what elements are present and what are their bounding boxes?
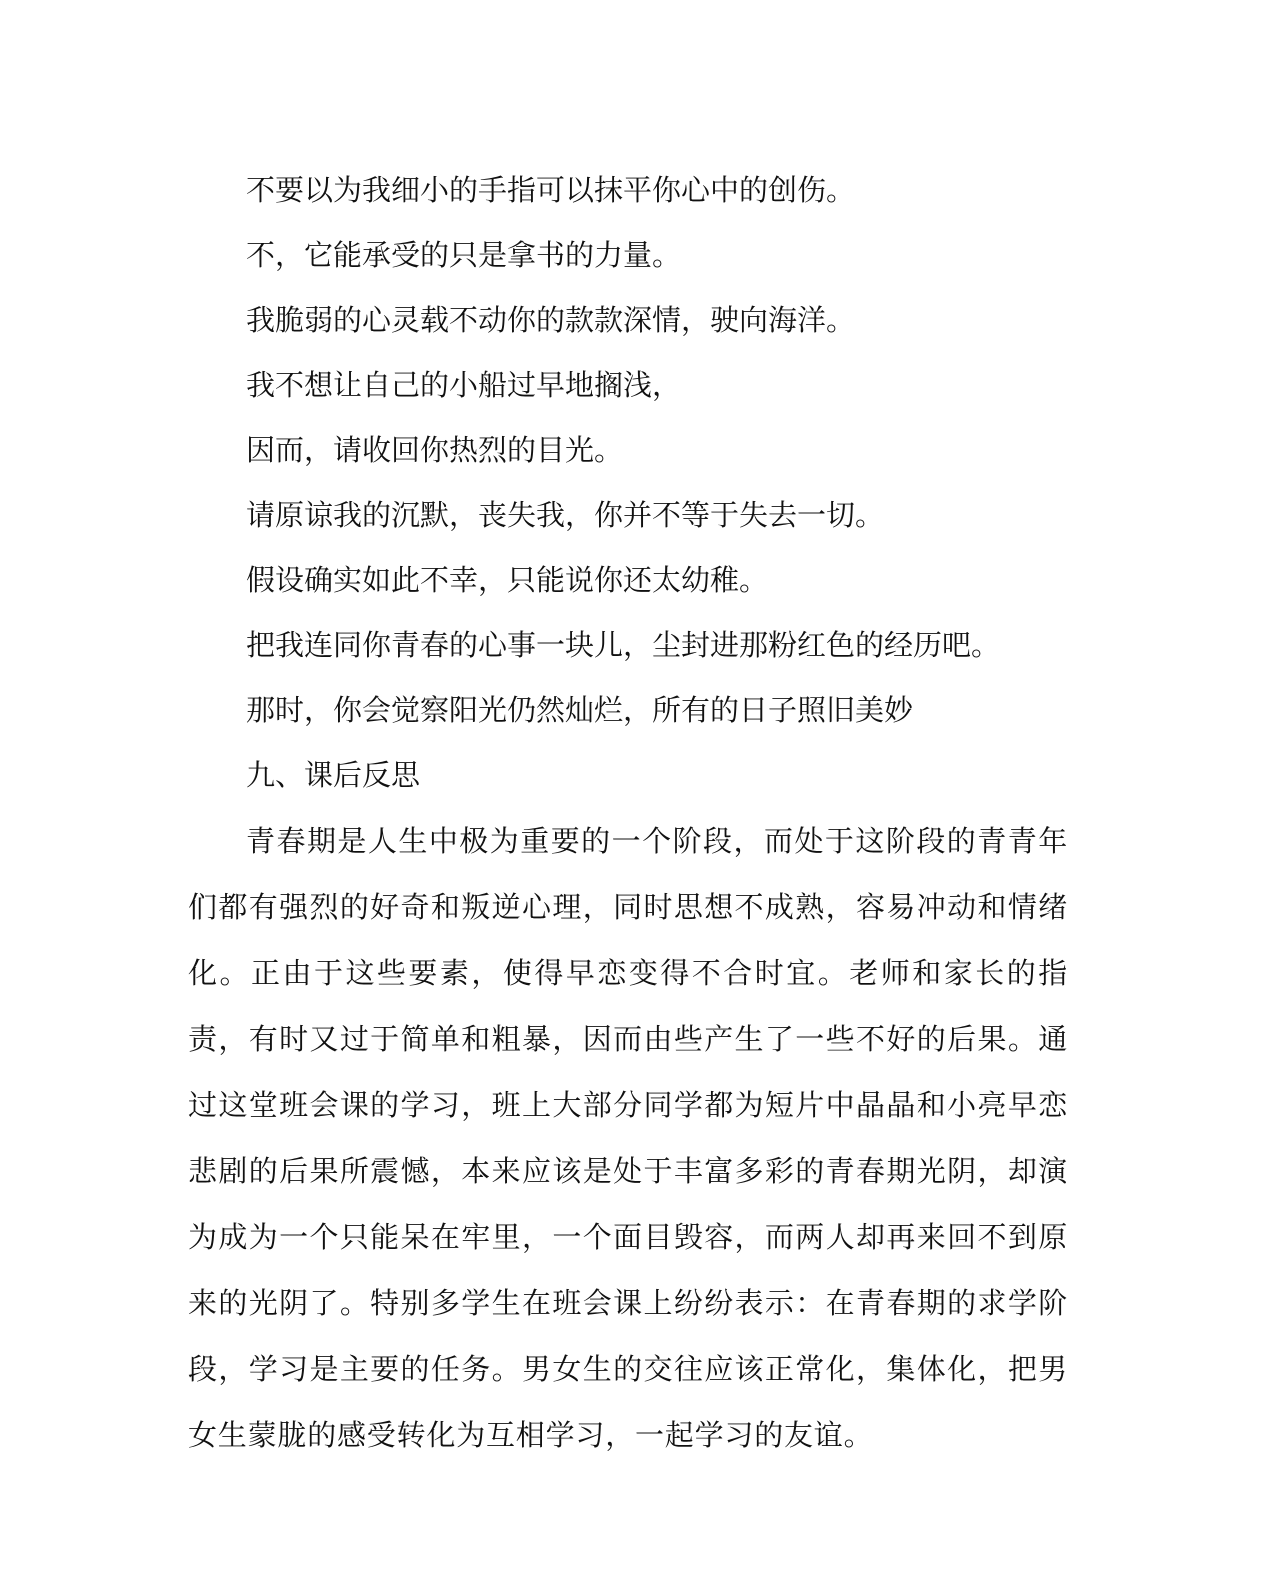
poem-line: 不，它能承受的只是拿书的力量。: [246, 238, 682, 272]
reflection-paragraph: 青春期是人生中极为重要的一个阶段，而处于这阶段的青青年们都有强烈的好奇和叛逆心理，同时思想不成熟，容易冲动和情绪化。正由于这些要素，使得早恋变得不合时宜。老师和家长的指责，有时又过于简单和粗暴，因而由些产生了一些不好的后果。通过这堂班会课的学习，班上大部分同学都为短片中晶晶和小亮早恋悲剧的后果所震憾，本来应该是处于丰富多彩的青春期光阴，却演为成为一个只能呆在牢里，一个面目毁容，而两人却再来回不到原来的光阴了。特别多学生在班会课上纷纷表示：在青春期的求学阶段，学习是主要的任务。男女生的交往应该正常化，集体化，把男女生蒙胧的感受转化为互相学习，一起学习的友谊。: [188, 824, 1068, 1452]
poem-line: 假设确实如此不幸，只能说你还太幼稚。: [246, 563, 769, 597]
poem-line: 我不想让自己的小船过早地搁浅，: [246, 368, 682, 402]
poem-line: 我脆弱的心灵载不动你的款款深情，驶向海洋。: [246, 303, 856, 337]
poem-line: 把我连同你青春的心事一块儿，尘封进那粉红色的经历吧。: [246, 628, 1001, 662]
poem-line: 不要以为我细小的手指可以抹平你心中的创伤。: [246, 173, 856, 207]
poem-line: 请原谅我的沉默，丧失我，你并不等于失去一切。: [246, 498, 885, 532]
document-body: [188, 158, 1068, 1468]
poem-line: 因而，请收回你热烈的目光。: [246, 433, 624, 467]
poem-line: 那时，你会觉察阳光仍然灿烂，所有的日子照旧美妙: [246, 693, 914, 727]
section-heading: 九、课后反思: [246, 758, 421, 792]
